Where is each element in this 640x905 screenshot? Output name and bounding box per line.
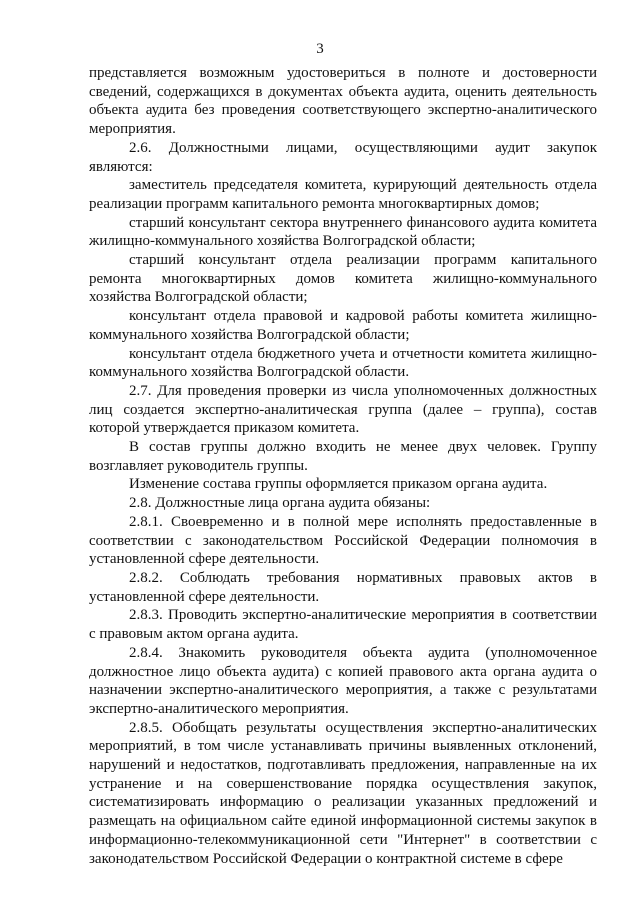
paragraph: 2.8.5. Обобщать результаты осуществления экспертно-аналитических мероприятий, в том числе устанавливать причины выявленных отклонений, нарушений и недостатков, подготавливать предложения, направленные на их устранение и на совершенствование порядка осуществления закупок, систематизировать информацию о реализации указанных предложений и размещать на официальном сайте единой информационной системы закупок в информационно-телекоммуникационной сети "Интернет" в соответствии с законодательством Российской Федерации о контрактной системе в сфере [89,719,597,867]
paragraph: старший консультант отдела реализации программ капитального ремонта многоквартирных домов комитета жилищно-коммунального хозяйства Волгоградской области; [89,252,597,306]
paragraph: 2.8.1. Своевременно и в полной мере исполнять предоставленные в соответствии с законодательством Российской Федерации полномочия в установленной сфере деятельности. [89,513,597,568]
paragraph: консультант отдела правовой и кадровой работы комитета жилищно-коммунального хозяйства Волгоградской области; [89,308,597,343]
paragraph: старший консультант сектора внутреннего финансового аудита комитета жилищно-коммунального хозяйства Волгоградской области; [89,214,597,250]
paragraph: 2.6. Должностными лицами, осуществляющими аудит закупок являются: [89,139,597,175]
paragraph: Изменение состава группы оформляется приказом органа аудита. [129,476,548,493]
paragraph: В состав группы должно входить не менее двух человек. Группу возглавляет руководитель группы. [89,439,597,474]
paragraph: 2.8.3. Проводить экспертно-аналитические мероприятия в соответствии с правовым актом органа аудита. [89,607,597,643]
paragraph: 2.7. Для проведения проверки из числа уполномоченных должностных лиц создается экспертно-аналитическая группа (далее – группа), состав которой утверждается приказом комитета. [89,382,597,437]
paragraph: заместитель председателя комитета, курирующий деятельность отдела реализации программ капитального ремонта многоквартирных домов; [89,177,597,212]
paragraph: 2.8. Должностные лица органа аудита обязаны: [129,495,431,512]
paragraph: представляется возможным удостовериться в полноте и достоверности сведений, содержащихся в документах объекта аудита, оценить деятельность объекта аудита без проведения соответствующего экспертно-аналитического мероприятия. [89,65,597,138]
paragraph: 2.8.4. Знакомить руководителя объекта аудита (уполномоченное должностное лицо объекта аудита) с копией правового акта органа аудита о назначении экспертно-аналитического мероприятия, а также с результатами экспертно-аналитического мероприятия. [89,644,597,717]
paragraph: 2.8.2. Соблюдать требования нормативных правовых актов в установленной сфере деятельности. [89,569,597,605]
page-number: 3 [316,41,324,57]
paragraph: консультант отдела бюджетного учета и отчетности комитета жилищно-коммунального хозяйства Волгоградской области. [89,345,597,381]
document-body [89,64,597,868]
